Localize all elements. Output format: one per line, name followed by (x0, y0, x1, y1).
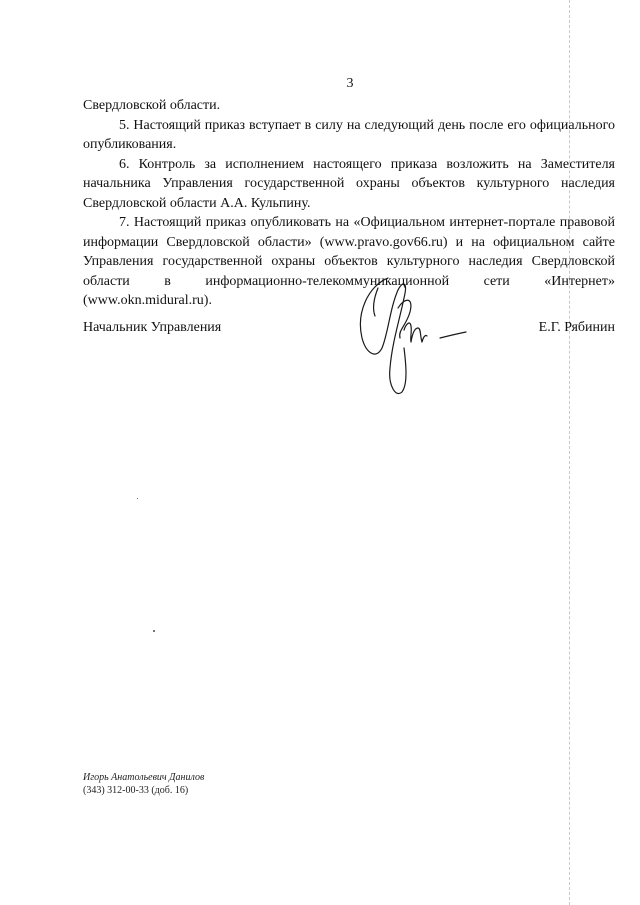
executor-info (83, 771, 204, 797)
scan-speck (153, 630, 155, 632)
paragraph-item-7: 7. Настоящий приказ опубликовать на «Официальном интернет-портале правовой информации Свердловской области» (www.pravo.gov66.ru) и на официальном сайте Управления государственной охраны объектов культурного наследия Свердловской области в информационно-телекоммуникационной сети «Интернет» (www.okn.midural.ru). (83, 215, 615, 308)
paragraph-item-6: 6. Контроль за исполнением настоящего приказа возложить на Заместителя начальника Управления государственной охраны объектов культурного наследия Свердловской области А.А. Кульпину. (83, 156, 615, 211)
signatory-title: Начальник Управления (83, 320, 222, 335)
scan-speck (137, 498, 138, 499)
paragraph-continuation: Свердловской области. (83, 98, 221, 113)
executor-name: Игорь Анатольевич Данилов (83, 772, 205, 783)
page-number: 3 (346, 76, 354, 91)
handwritten-signature (348, 268, 478, 408)
paragraph-item-5: 5. Настоящий приказ вступает в силу на следующий день после его официального опубликования. (83, 117, 615, 152)
signatory-name: Е.Г. Рябинин (538, 320, 615, 335)
executor-phone: (343) 312-00-33 (доб. 16) (83, 785, 189, 796)
